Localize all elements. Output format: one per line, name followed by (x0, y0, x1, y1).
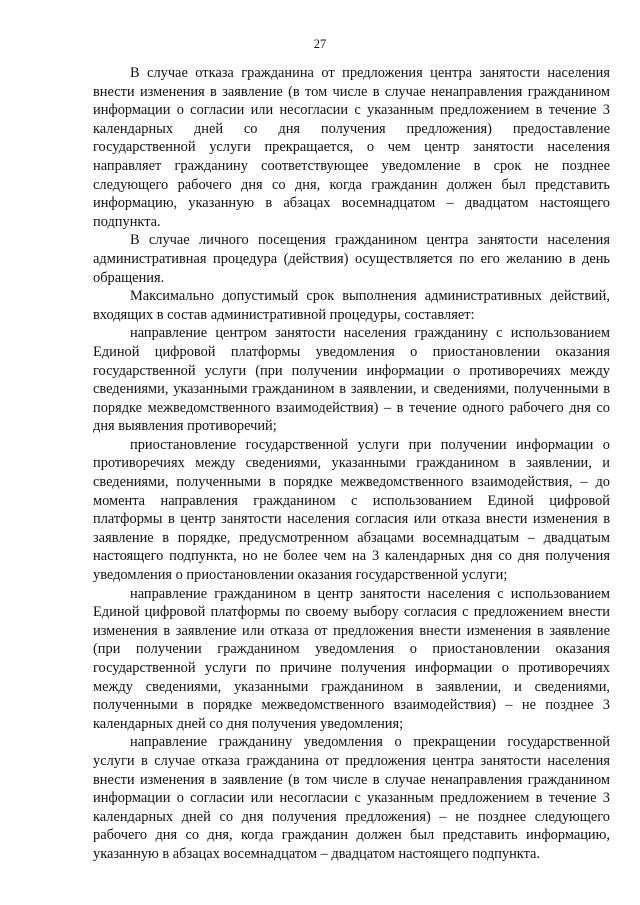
paragraph-personal-visit: В случае личного посещения гражданином центра занятости населения административная процедура (действия) осуществляется по его желанию в день обращения. (93, 232, 610, 286)
paragraph-refusal-termination: В случае отказа гражданина от предложения центра занятости населения внести изменения в заявление (в том числе в случае ненаправления гражданином информации о согласии или несогласии с указанным предложением в течение 3 календарных дней со дня получения предложения) предоставление государственной услуги прекращается, о чем центр занятости населения направляет гражданину соответствующее уведомление в срок не позднее следующего рабочего дня со дня, когда гражданин должен был представить информацию, указанную в абзацах восемнадцатом – двадцатом настоящего подпункта. (93, 65, 610, 230)
paragraph-max-term-intro: Максимально допустимый срок выполнения административных действий, входящих в состав административной процедуры, составляет: (93, 288, 610, 323)
document-body (93, 64, 610, 864)
page-number: 27 (313, 37, 327, 51)
paragraph-suspension-period: приостановление государственной услуги при получении информации о противоречиях между сведениями, указанными гражданином в заявлении, и сведениями, полученными в порядке межведомственного взаимодействия, – до момента направления гражданином с использованием Единой цифровой платформы в центр занятости населения согласия или отказа внести изменения в заявление в порядке, предусмотренном абзацами восемнадцатым – двадцатым настоящего подпункта, но не более чем на 3 календарных дня со дня получения уведомления о приостановлении оказания государственной услуги; (93, 436, 610, 584)
paragraph-suspension-notice: направление центром занятости населения гражданину с использованием Единой цифровой платформы уведомления о приостановлении оказания государственной услуги (при получении информации о противоречиях между сведениями, указанными гражданином в заявлении, и сведениями, полученными в порядке межведомственного взаимодействия) – в течение одного рабочего дня со дня выявления противоречий; (93, 325, 610, 435)
paragraph-termination-notice: направление гражданину уведомления о прекращении государственной услуги в случае отказа гражданина от предложения центра занятости населения внести изменения в заявление (в том числе в случае ненаправления гражданином информации о согласии или несогласии с указанным предложением в течение 3 календарных дней со дня получения предложения) – не позднее следующего рабочего дня со дня, когда гражданин должен был представить информацию, указанную в абзацах восемнадцатом – двадцатом настоящего подпункта. (93, 734, 610, 862)
paragraph-citizen-consent: направление гражданином в центр занятости населения с использованием Единой цифровой платформы по своему выбору согласия с предложением внести изменения в заявление или отказа от предложения внести изменения в заявление (при получении гражданином уведомления о приостановлении оказания государственной услуги по причине получения информации о противоречиях между сведениями, указанными гражданином в заявлении, и сведениями, полученными в порядке межведомственного взаимодействия) – не позднее 3 календарных дней со дня получения уведомления; (93, 585, 610, 732)
